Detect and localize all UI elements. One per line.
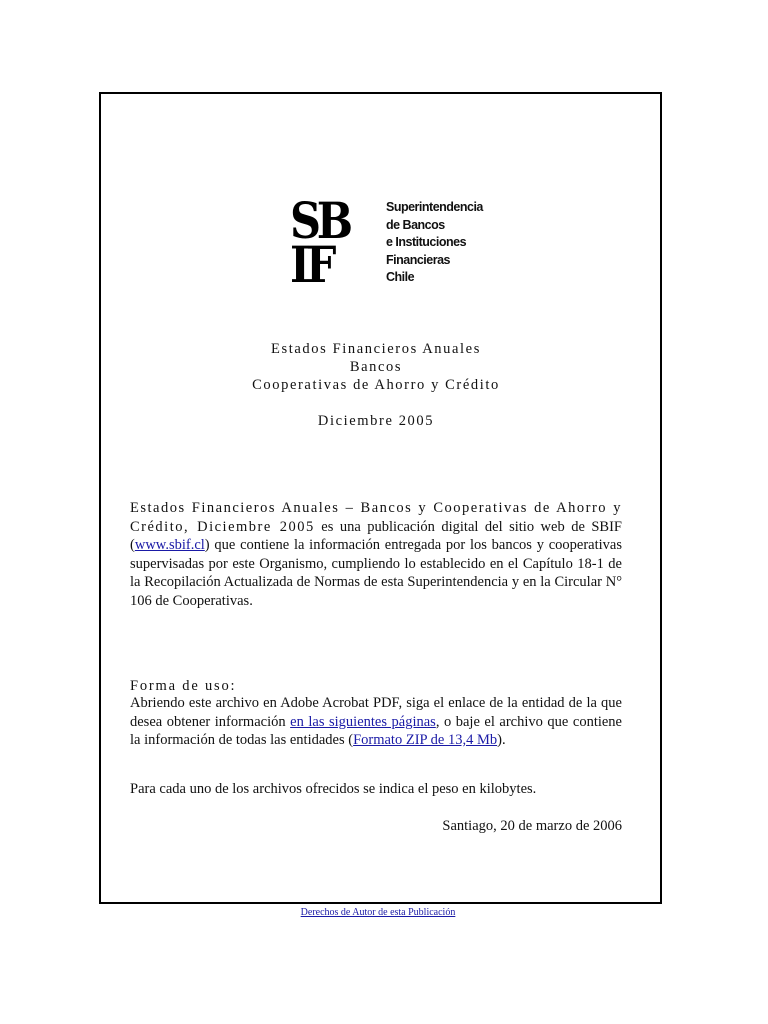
title-line-3: Cooperativas de Ahorro y Crédito	[252, 377, 500, 393]
title-line-1: Estados Financieros Anuales	[271, 341, 481, 357]
logo-text-line: de Bancos	[386, 217, 445, 232]
usage-heading: Forma de uso:	[130, 678, 237, 694]
place-and-date: Santiago, 20 de marzo de 2006	[442, 818, 622, 834]
logo-text-line: Chile	[386, 270, 415, 284]
copyright-link[interactable]: Derechos de Autor de esta Publicación	[300, 907, 456, 918]
document-title	[130, 340, 622, 430]
file-weights-note: Para cada uno de los archivos ofrecidos se indica el peso en kilobytes.	[130, 781, 537, 797]
logo-text	[386, 199, 483, 287]
logo-text-line: e Instituciones	[386, 235, 467, 249]
intro-text-1: es una publicación digital del sitio web de SBIF (	[130, 518, 622, 553]
usage-text-2: , o baje el archivo que contiene la información de todas las entidades (	[130, 713, 622, 748]
logo-mark	[290, 191, 374, 294]
usage-text-3: ).	[497, 732, 506, 748]
usage-paragraph	[130, 694, 622, 750]
usage-text-1: Abriendo este archivo en Adobe Acrobat PDF, siga el enlace de la entidad de la que desea obtener información	[130, 695, 622, 730]
following-pages-link[interactable]: en las siguientes páginas	[290, 713, 436, 730]
title-line-2: Bancos	[349, 359, 403, 375]
sbif-logo	[290, 191, 490, 294]
footer	[0, 907, 756, 919]
logo-text-line: Superintendencia	[386, 200, 483, 214]
intro-paragraph	[130, 499, 622, 610]
intro-text-2: ) que contiene la información entregada por los bancos y cooperativas supervisadas por este Organismo, cumpliendo lo establecido en el Capítulo 18-1 de la Recopilación Actualizada de Normas de esta Superintendencia y en la Circular N° 106 de Cooperativas.	[130, 537, 622, 609]
logo-mark-line1: SB	[290, 191, 349, 250]
zip-download-link[interactable]: Formato ZIP de 13,4 Mb	[353, 732, 498, 748]
title-date: Diciembre 2005	[317, 413, 435, 429]
logo-text-line: Financieras	[386, 252, 450, 267]
publication-name: Estados Financieros Anuales – Bancos y Cooperativas de Ahorro y Crédito, Diciembre 2005	[130, 500, 622, 535]
sbif-website-link[interactable]: www.sbif.cl	[134, 537, 205, 553]
logo-mark-line2: IF	[290, 235, 333, 294]
